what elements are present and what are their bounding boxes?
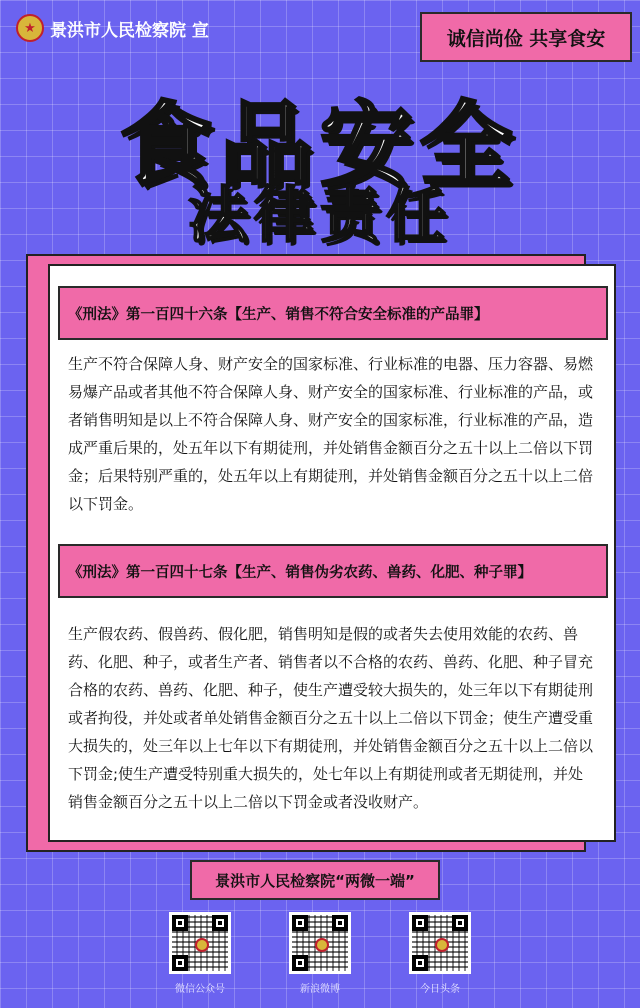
qr-label: 新浪微博 <box>300 984 340 995</box>
org-name: 景洪市人民检察院 宣 <box>50 20 209 41</box>
qr-code-icon[interactable] <box>289 912 351 974</box>
main-title: 食品安全 <box>119 92 520 199</box>
article-2-heading: 《刑法》第一百四十七条【生产、销售伪劣农药、兽药、化肥、种子罪】 <box>58 544 608 598</box>
article-1-body: 生产不符合保障人身、财产安全的国家标准、行业标准的电器、压力容器、易燃易爆产品或者其他不符合保障人身、财产安全的国家标准、行业标准的产品，或者销售明知是以上不符合保障人身、财产安全的国家标准，行业标准的产品，造成严重后果的，处五年以下有期徒刑，并处销售金额百分之五十以上二倍以下罚金；后果特别严重的，处五年以上有期徒刑，并处销售金额百分之五十以上二倍以下罚金。 <box>68 355 594 513</box>
qr-toutiao[interactable] <box>409 912 471 995</box>
article-2-body: 生产假农药、假兽药、假化肥，销售明知是假的或者失去使用效能的农药、兽药、化肥、种子，或者生产者、销售者以不合格的农药、兽药、化肥、种子冒充合格的农药、兽药、化肥、种子，使生产遭受较大损失的，处三年以下有期徒刑或者拘役，并处或者单处销售金额百分之五十以上二倍以下罚金；使生产遭受重大损失的，处三年以上七年以下有期徒刑，并处销售金额百分之五十以上二倍以下罚金;使生产遭受特别重大损失的，处七年以上有期徒刑或者无期徒刑，并处销售金额百分之五十以上二倍以下罚金或者没收财产。 <box>68 625 594 811</box>
qr-label: 今日头条 <box>420 984 460 995</box>
sub-title: 法律责任 <box>188 181 452 251</box>
qr-code-row <box>0 912 640 995</box>
qr-label: 微信公众号 <box>175 984 225 995</box>
slogan-badge: 诚信尚俭 共享食安 <box>420 12 632 62</box>
article-1-heading: 《刑法》第一百四十六条【生产、销售不符合安全标准的产品罪】 <box>58 286 608 340</box>
procuratorate-emblem-icon: ★ <box>16 14 44 42</box>
qr-weibo[interactable] <box>289 912 351 995</box>
qr-code-icon[interactable] <box>409 912 471 974</box>
qr-wechat[interactable] <box>169 912 231 995</box>
footer-banner: 景洪市人民检察院“两微一端” <box>190 860 440 900</box>
qr-code-icon[interactable] <box>169 912 231 974</box>
org-header <box>16 14 209 42</box>
